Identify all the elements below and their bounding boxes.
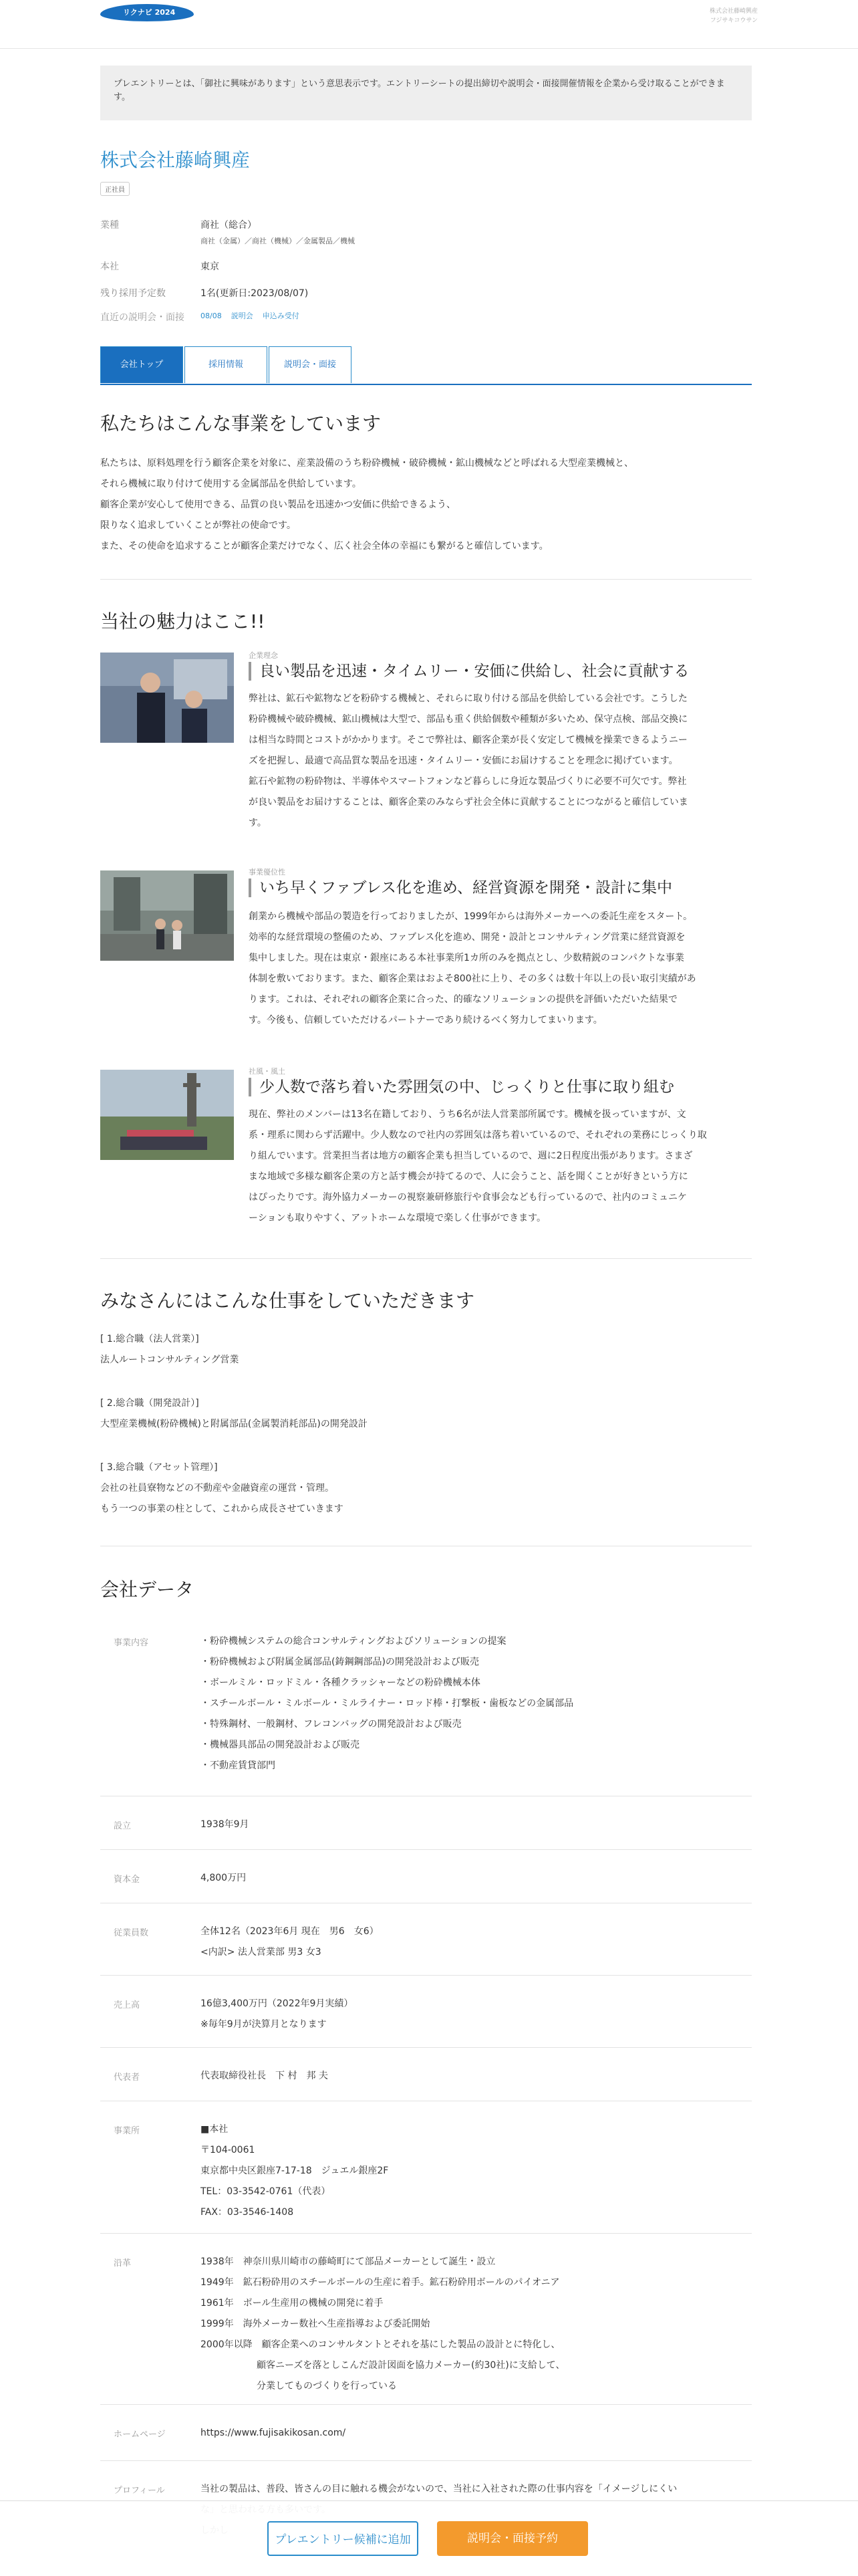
pre-entry-button[interactable]: プレエントリー候補に追加 bbox=[267, 2521, 418, 2556]
event-date-link[interactable]: 08/08 bbox=[200, 312, 222, 320]
data-line: 当社の製品は、普段、皆さんの目に触れる機会がないので、当社に入社された際の仕事内容を「イメージしにくい bbox=[200, 2484, 678, 2494]
data-line: 1938年9月 bbox=[200, 1819, 249, 1830]
job-item-3 bbox=[100, 1457, 343, 1520]
charm-photo-1 bbox=[100, 653, 234, 743]
data-row-homepage bbox=[100, 2404, 752, 2461]
data-value bbox=[200, 1994, 735, 2035]
data-line: ・機械器具部品の開発設計および販売 bbox=[200, 1740, 360, 1750]
charm-line: す。今後も、信頼していただけるパートナーであり続けるべく努力してまいります。 bbox=[249, 1015, 603, 1026]
data-line: ・粉砕機械および附属金属部品(鋳鋼鋼部品)の開発設計および販売 bbox=[200, 1657, 479, 1667]
tab-company-top[interactable]: 会社トップ bbox=[100, 346, 183, 383]
data-row-sales bbox=[100, 1975, 752, 2048]
job-line: もう一つの事業の柱として、これから成長させていきます bbox=[100, 1504, 343, 1514]
data-label: 売上高 bbox=[114, 2000, 140, 2010]
charm-line: 創業から機械や部品の製造を行っておりましたが、1999年からは海外メーカーへの委託生産をスタート。 bbox=[249, 911, 693, 922]
charm-line: 系・理系に関わらず活躍中。少人数なので社内の雰囲気は落ち着いているので、それぞれの業務にじっくり取 bbox=[249, 1130, 707, 1141]
charm-line: 鉱石や鉱物の粉砕物は、半導体やスマートフォンなど暮らしに身近な製品づくりに必要不可欠です。弊社 bbox=[249, 776, 687, 787]
data-line: ・スチールボール・ミルボール・ミルライナー・ロッド棒・打撃板・歯板などの金属部品 bbox=[200, 1698, 574, 1709]
data-label: 事業所 bbox=[114, 2126, 140, 2136]
business-line: また、その使命を追求することが顧客企業だけでなく、広く社会全体の幸福にも繋がると確信しています。 bbox=[100, 541, 549, 552]
charm-line: は相当な時間とコストがかかります。そこで弊社は、顧客企業が長く安定して機械を操業できるようニー bbox=[249, 735, 688, 745]
charm-title: 当社の魅力はここ!! bbox=[100, 610, 265, 632]
seminar-reserve-button[interactable]: 説明会・面接予約 bbox=[437, 2521, 588, 2556]
event-label: 直近の説明会・面接 bbox=[100, 312, 184, 323]
job-head: [ 1.総合職（法人営業）] bbox=[100, 1334, 199, 1344]
header-company-info bbox=[710, 7, 758, 25]
industry-value: 商社（総合） bbox=[200, 220, 257, 231]
data-line: 分業してものづくりを行っている bbox=[200, 2381, 397, 2391]
data-line: ・特殊鋼材、一般鋼材、フレコンバッグの開発設計および販売 bbox=[200, 1719, 462, 1730]
data-line: ・不動産賃貸部門 bbox=[200, 1760, 275, 1771]
charm-line: 効率的な経営環境の整備のため、ファブレス化を進め、開発・設計とコンサルティング営業に経営資源を bbox=[249, 932, 686, 943]
charm-tag-3: 社風・風土 bbox=[249, 1067, 285, 1076]
event-status-link[interactable]: 申込み受付 bbox=[262, 312, 299, 320]
data-row-capital bbox=[100, 1849, 752, 1903]
charm-line: まな地域で多様な顧客企業の方と話す機会が持てるので、人に会うこと、話を聞くことが好きという方に bbox=[249, 1171, 688, 1182]
data-value bbox=[200, 2066, 735, 2087]
event-value bbox=[200, 310, 668, 321]
data-row-founded bbox=[100, 1796, 752, 1850]
charm-line: 集中しました。現在は東京・銀座にある本社事業所1カ所のみを拠点とし、少数精鋭のコンパクトな事業 bbox=[249, 953, 684, 963]
company-tabs bbox=[100, 346, 752, 385]
data-line: 1949年 鉱石粉砕用のスチールボールの生産に着手。鉱石粉砕用ボールのパイオニア bbox=[200, 2277, 560, 2288]
data-line: TEL：03-3542-0761（代表） bbox=[200, 2186, 331, 2197]
data-line: 1938年 神奈川県川崎市の藤崎町にて部品メーカーとして誕生・設立 bbox=[200, 2256, 496, 2267]
job-item-1 bbox=[100, 1329, 239, 1371]
bottom-action-bar bbox=[0, 2500, 858, 2576]
data-row-history bbox=[100, 2233, 752, 2405]
charm-heading-2: いち早くファブレス化を進め、経営資源を開発・設計に集中 bbox=[249, 879, 672, 897]
charm-tag-1: 企業理念 bbox=[249, 651, 278, 660]
data-line: 1999年 海外メーカー数社へ生産指導および委託開始 bbox=[200, 2319, 430, 2329]
data-line: 顧客ニーズを落としこんだ設計図面を協力メーカー(約30社)に支給して、 bbox=[200, 2360, 565, 2371]
charm-tag-2: 事業優位性 bbox=[249, 868, 285, 876]
data-line: 4,800万円 bbox=[200, 1873, 247, 1883]
data-value bbox=[200, 1814, 735, 1835]
charm-line: り組んでいます。営業担当者は地方の顧客企業も担当しているので、週に2日程度出張があります。さまざ bbox=[249, 1151, 693, 1161]
data-label: 資本金 bbox=[114, 1875, 140, 1885]
data-row-business bbox=[100, 1629, 752, 1796]
data-label: プロフィール bbox=[114, 2486, 165, 2496]
charm-line: が良い製品をお届けすることは、顧客企業のみならず社会全体に貢献することにつながると確信していま bbox=[249, 797, 688, 808]
data-line: 東京都中央区銀座7-17-18 ジュエル銀座2F bbox=[200, 2165, 389, 2176]
logo-text: リクナビ 2024 bbox=[123, 8, 176, 17]
job-line: 法人ルートコンサルティング営業 bbox=[100, 1355, 239, 1365]
business-title: 私たちはこんな事業をしています bbox=[100, 413, 382, 435]
business-line: 顧客企業が安心して使用できる、品質の良い製品を迅速かつ安価に供給できるよう、 bbox=[100, 499, 456, 510]
charm-text-2 bbox=[249, 907, 752, 1031]
tab-recruit-info[interactable]: 採用情報 bbox=[184, 346, 267, 383]
job-item-2 bbox=[100, 1393, 368, 1435]
data-line: 2000年以降 顧客企業へのコンサルタントとそれを基にした製品の設計とに特化し、 bbox=[200, 2339, 561, 2350]
data-value bbox=[200, 1631, 735, 1776]
site-header bbox=[0, 0, 858, 49]
data-line: 代表取締役社長 下 村 邦 夫 bbox=[200, 2071, 328, 2081]
data-line: ■本社 bbox=[200, 2124, 229, 2135]
rikunabi-logo[interactable] bbox=[100, 4, 194, 21]
data-row-offices bbox=[100, 2101, 752, 2234]
charm-line: ります。これは、それぞれの顧客企業に合った、的確なソリューションの提供を評価いただいた結果で bbox=[249, 994, 678, 1005]
charm-line: 粉砕機械や破砕機械、鉱山機械は大型で、部品も重く供給個数や種類が多いため、保守点検、部品交換に bbox=[249, 714, 688, 725]
company-data-title: 会社データ bbox=[100, 1578, 194, 1601]
charm-heading-1: 良い製品を迅速・タイムリー・安価に供給し、社会に貢献する bbox=[249, 662, 690, 681]
data-line: 〒104-0061 bbox=[200, 2145, 255, 2155]
charm-text-1 bbox=[249, 689, 752, 834]
data-line: ・粉砕機械システムの総合コンサルティングおよびソリューションの提案 bbox=[200, 1636, 507, 1647]
data-label: 設立 bbox=[114, 1821, 132, 1831]
event-type-link[interactable]: 説明会 bbox=[231, 312, 253, 320]
jobs-title: みなさんにはこんな仕事をしていただきます bbox=[100, 1290, 475, 1312]
job-line: 大型産業機械(粉砕機械)と附属部品(金属製消耗部品)の開発設計 bbox=[100, 1419, 368, 1429]
job-head: [ 2.総合職（開発設計）] bbox=[100, 1398, 199, 1409]
tab-seminar[interactable]: 説明会・面接 bbox=[269, 346, 351, 383]
remaining-label: 残り採用予定数 bbox=[100, 288, 166, 299]
business-line: 限りなく追求していくことが弊社の使命です。 bbox=[100, 520, 296, 531]
hq-label: 本社 bbox=[100, 261, 119, 272]
charm-photo-2 bbox=[100, 870, 234, 961]
data-line: 1961年 ボール生産用の機械の開発に着手 bbox=[200, 2298, 384, 2309]
data-label: 代表者 bbox=[114, 2073, 140, 2083]
data-value bbox=[200, 2423, 735, 2444]
charm-photo-3 bbox=[100, 1070, 234, 1160]
job-line: 会社の社員寮物などの不動産や金融資産の運営・管理。 bbox=[100, 1483, 334, 1494]
charm-heading-3: 少人数で落ち着いた雰囲気の中、じっくりと仕事に取り組む bbox=[249, 1078, 674, 1096]
company-name: 株式会社藤崎興産 bbox=[100, 149, 251, 171]
data-row-employees bbox=[100, 1903, 752, 1976]
industry-sub: 商社（金属）／商社（機械）／金属製品／機械 bbox=[200, 237, 355, 245]
employment-badge: 正社員 bbox=[100, 182, 130, 196]
data-label: 沿革 bbox=[114, 2258, 132, 2268]
charm-line: 現在、弊社のメンバーは13名在籍しており、うち6名が法人営業部所属です。機械を扱っていますが、文 bbox=[249, 1109, 686, 1120]
homepage-link[interactable]: https://www.fujisakikosan.com/ bbox=[200, 2428, 346, 2438]
business-line: 私たちは、原料処理を行う顧客企業を対象に、産業設備のうち粉砕機械・破砕機械・鉱山機械などと呼ばれる大型産業機械と、 bbox=[100, 458, 633, 469]
charm-line: 体制を敷いております。また、顧客企業はおよそ800社に上り、その多くは数十年以上の長い取引実績があ bbox=[249, 973, 696, 984]
data-line: 全体12名（2023年6月 現在 男6 女6） bbox=[200, 1926, 379, 1937]
section-divider bbox=[100, 1258, 752, 1259]
section-divider bbox=[100, 579, 752, 580]
data-line: ※毎年9月が決算月となります bbox=[200, 2019, 327, 2030]
charm-line: ーションも取りやすく、アットホームな環境で楽しく仕事ができます。 bbox=[249, 1213, 547, 1223]
charm-line: す。 bbox=[249, 818, 267, 828]
job-head: [ 3.総合職（アセット管理）] bbox=[100, 1462, 218, 1473]
industry-label: 業種 bbox=[100, 220, 119, 231]
data-line: ・ボールミル・ロッドミル・各種クラッシャーなどの粉砕機械本体 bbox=[200, 1677, 480, 1688]
data-label: 事業内容 bbox=[114, 1638, 149, 1648]
data-row-representative bbox=[100, 2047, 752, 2101]
business-text bbox=[100, 453, 752, 557]
business-line: それら機械に取り付けて使用する金属部品を供給しています。 bbox=[100, 479, 362, 489]
data-value bbox=[200, 2252, 735, 2397]
data-value bbox=[200, 1868, 735, 1889]
charm-line: 弊社は、鉱石や鉱物などを粉砕する機械と、それらに取り付ける部品を供給している会社です。こうした bbox=[249, 693, 688, 704]
data-value bbox=[200, 2119, 735, 2223]
data-label: 従業員数 bbox=[114, 1928, 149, 1938]
data-label: ホームページ bbox=[114, 2430, 166, 2440]
header-company-name: 株式会社藤崎興産 bbox=[709, 8, 758, 15]
charm-text-3 bbox=[249, 1104, 752, 1229]
hq-value: 東京 bbox=[200, 261, 219, 272]
pre-entry-notice: プレエントリーとは、「御社に興味があります」という意思表示です。エントリーシートの提出締切や説明会・面接開催情報を企業から受け取ることができます。 bbox=[100, 66, 752, 120]
data-line: 16億3,400万円（2022年9月実績） bbox=[200, 1998, 353, 2009]
data-line: <内訳> 法人営業部 男3 女3 bbox=[200, 1947, 321, 1958]
header-company-kana: フジサキコウサン bbox=[710, 17, 758, 24]
remaining-value: 1名(更新日:2023/08/07) bbox=[200, 288, 309, 299]
data-value bbox=[200, 1921, 735, 1963]
data-line: FAX：03-3546-1408 bbox=[200, 2207, 294, 2218]
charm-line: はぴったりです。海外協力メーカーの視察兼研修旅行や食事会なども行っているので、社内のコミュニケ bbox=[249, 1192, 688, 1203]
charm-line: ズを把握し、最適で高品質な製品を迅速・タイムリー・安価にお届けすることを理念に掲げています。 bbox=[249, 755, 678, 766]
